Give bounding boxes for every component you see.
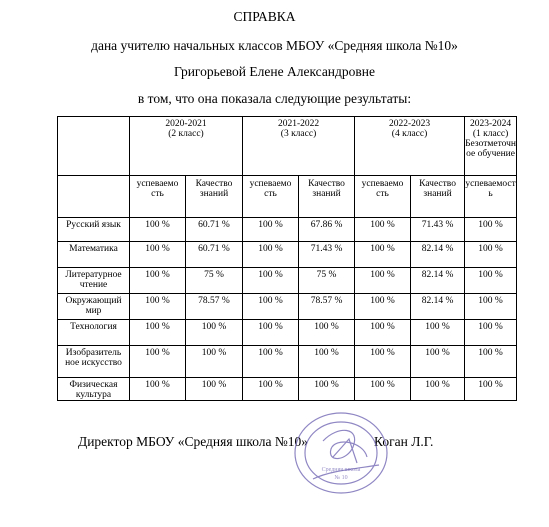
success-header: успеваемо сть [243, 176, 299, 218]
recipient-line: дана учителю начальных классов МБОУ «Средняя школа №10» [91, 38, 458, 53]
success-header: успеваемост ь [465, 176, 517, 218]
subject-subheader-cell [58, 176, 130, 218]
period-header: 2020-2021 (2 класс) [130, 117, 243, 176]
svg-text:№ 10: № 10 [334, 475, 348, 481]
value-cell: 100 % [243, 320, 299, 346]
results-table [57, 116, 517, 401]
svg-text:Средняя школа: Средняя школа [321, 467, 361, 473]
value-cell: 100 % [130, 268, 186, 294]
value-cell: 100 % [411, 378, 465, 401]
value-cell: 100 % [186, 320, 243, 346]
value-cell: 60.71 % [186, 218, 243, 242]
value-cell: 100 % [355, 346, 411, 378]
value-cell: 100 % [186, 346, 243, 378]
director-name: Коган Л.Г. [374, 434, 434, 449]
value-cell: 100 % [130, 378, 186, 401]
subject-header-cell [58, 117, 130, 176]
value-cell: 100 % [130, 346, 186, 378]
value-cell: 100 % [130, 294, 186, 320]
value-cell: 82.14 % [411, 268, 465, 294]
value-cell: 100 % [130, 320, 186, 346]
director-position: Директор МБОУ «Средняя школа №10» [78, 434, 309, 449]
value-cell: 71.43 % [411, 218, 465, 242]
quality-header: Качество знаний [299, 176, 355, 218]
table-row [58, 320, 517, 346]
value-cell: 100 % [355, 242, 411, 268]
subject-cell: Изобразитель ное искусство [58, 346, 130, 378]
value-cell: 100 % [465, 346, 517, 378]
value-cell: 100 % [299, 346, 355, 378]
value-cell: 100 % [243, 268, 299, 294]
value-cell: 67.86 % [299, 218, 355, 242]
value-cell: 100 % [411, 320, 465, 346]
value-cell: 100 % [411, 346, 465, 378]
value-cell: 82.14 % [411, 242, 465, 268]
value-cell: 60.71 % [186, 242, 243, 268]
table-row [58, 294, 517, 320]
value-cell: 100 % [130, 218, 186, 242]
period-header: 2021-2022 (3 класс) [243, 117, 355, 176]
value-cell: 100 % [465, 268, 517, 294]
subject-cell: Литературное чтение [58, 268, 130, 294]
subject-cell: Технология [58, 320, 130, 346]
quality-header: Качество знаний [411, 176, 465, 218]
subject-cell: Физическая культура [58, 378, 130, 401]
value-cell: 71.43 % [299, 242, 355, 268]
table-row [58, 268, 517, 294]
document-title: СПРАВКА [233, 9, 296, 24]
value-cell: 100 % [243, 346, 299, 378]
value-cell: 100 % [465, 242, 517, 268]
period-header: 2023-2024 (1 класс) Безотметочн ое обучение [465, 117, 517, 176]
value-cell: 100 % [299, 378, 355, 401]
value-cell: 100 % [243, 378, 299, 401]
value-cell: 82.14 % [411, 294, 465, 320]
success-header: успеваемо сть [130, 176, 186, 218]
value-cell: 100 % [465, 294, 517, 320]
subject-cell: Математика [58, 242, 130, 268]
signature-line [78, 434, 434, 450]
value-cell: 100 % [130, 242, 186, 268]
value-cell: 100 % [186, 378, 243, 401]
value-cell: 100 % [243, 218, 299, 242]
value-cell: 100 % [465, 378, 517, 401]
success-header: успеваемо сть [355, 176, 411, 218]
table-row [58, 378, 517, 401]
value-cell: 100 % [465, 218, 517, 242]
value-cell: 100 % [355, 294, 411, 320]
value-cell: 100 % [355, 320, 411, 346]
value-cell: 78.57 % [299, 294, 355, 320]
intro-line: в том, что она показала следующие результаты: [137, 91, 412, 106]
subject-cell: Окружающий мир [58, 294, 130, 320]
quality-header: Качество знаний [186, 176, 243, 218]
value-cell: 100 % [355, 218, 411, 242]
value-cell: 100 % [465, 320, 517, 346]
table-row [58, 242, 517, 268]
table-row [58, 346, 517, 378]
value-cell: 100 % [243, 242, 299, 268]
value-cell: 75 % [299, 268, 355, 294]
value-cell: 100 % [355, 378, 411, 401]
teacher-name: Григорьевой Елене Александровне [173, 64, 375, 79]
school-seal-stamp [283, 405, 401, 505]
value-cell: 75 % [186, 268, 243, 294]
subject-cell: Русский язык [58, 218, 130, 242]
value-cell: 100 % [243, 294, 299, 320]
period-header: 2022-2023 (4 класс) [355, 117, 465, 176]
value-cell: 100 % [299, 320, 355, 346]
table-row [58, 218, 517, 242]
value-cell: 100 % [355, 268, 411, 294]
value-cell: 78.57 % [186, 294, 243, 320]
